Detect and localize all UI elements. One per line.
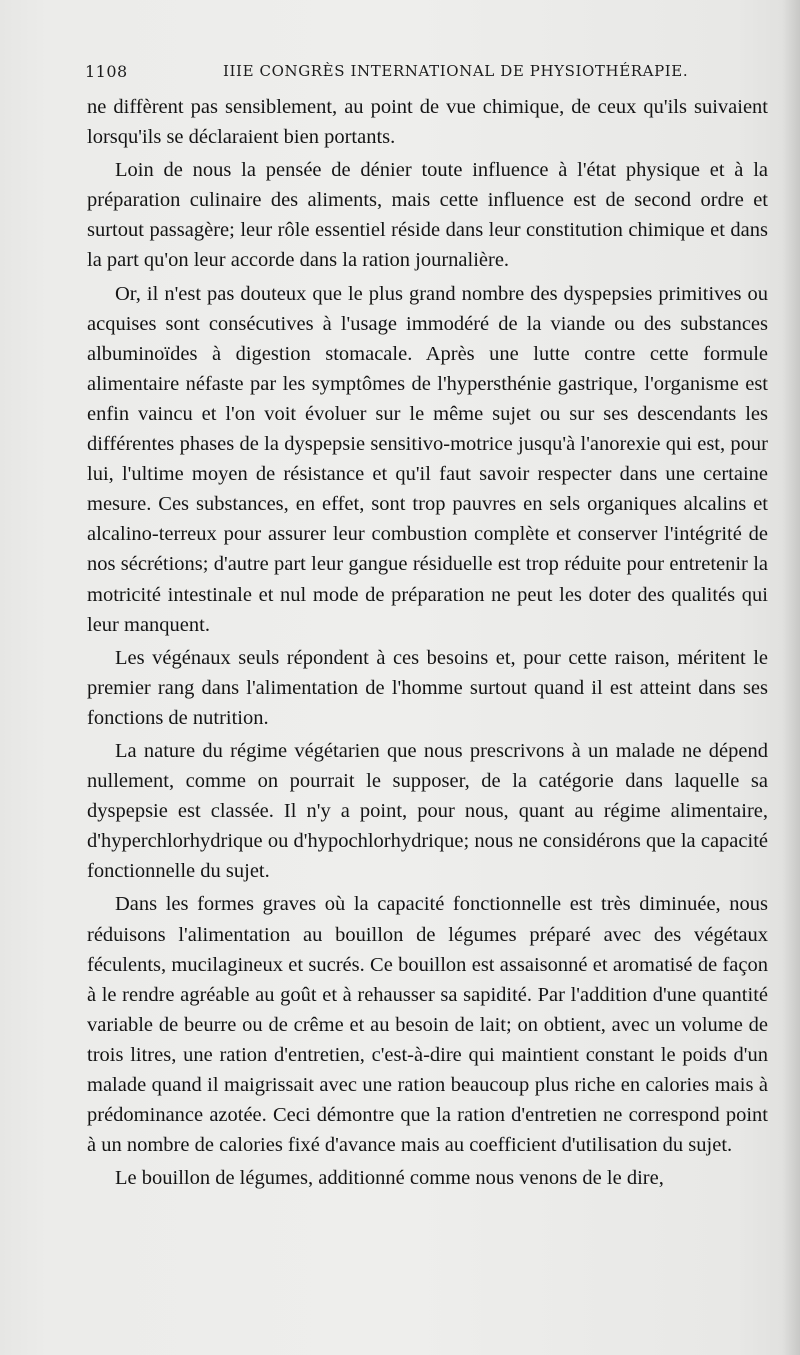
paragraph: Le bouillon de légumes, additionné comme nous venons de le dire, — [115, 1167, 664, 1190]
paragraph: Les végénaux seuls répondent à ces besoins et, pour cette raison, méritent le premier rang dans l'alimentation de l'homme surtout quand il est atteint dans ses fonctions de nutrition. — [87, 646, 768, 729]
paragraph: Loin de nous la pensée de dénier toute influence à l'état physique et à la préparation culinaire des aliments, mais cette influence est de second ordre et surtout passagère; leur rôle essentiel réside dans leur constitution chimique et dans la part qu'on leur accorde dans la ration journalière. — [87, 159, 768, 272]
running-head: IIIE CONGRÈS INTERNATIONAL DE PHYSIOTHÉRAPIE. — [223, 62, 689, 80]
paragraph-continued: ne diffèrent pas sensiblement, au point de vue chimique, de ceux qu'ils suivaient lorsqu'ils se déclaraient bien portants. — [87, 96, 768, 149]
paragraph: Dans les formes graves où la capacité fonctionnelle est très diminuée, nous réduisons l'alimentation au bouillon de légumes préparé avec des végétaux féculents, mucilagineux et sucrés. Ce bouillon est assaisonné et aromatisé de façon à le rendre agréable au goût et à rehausser sa sapidité. Par l'addition d'une quantité variable de beurre ou de crême et au besoin de lait; on obtient, avec un volume de trois litres, une ration d'entretien, c'est-à-dire qui maintient constant le poids d'un malade quand il maigrissait avec une ration beaucoup plus riche en calories mais à prédominance azotée. Ceci démontre que la ration d'entretien ne correspond point à un nombre de calories fixé d'avance mais au coefficient d'utilisation du sujet. — [87, 893, 768, 1157]
paragraph: Or, il n'est pas douteux que le plus grand nombre des dyspepsies primitives ou acquises sont consécutives à l'usage immodéré de la viande ou des substances albuminoïdes à digestion stomacale. Après une lutte contre cette formule alimentaire néfaste par les symptômes de l'hypersthénie gastrique, l'organisme est enfin vaincu et l'on voit évoluer sur le même sujet ou sur ses descendants les différentes phases de la dyspepsie sensitivo-motrice jusqu'à l'anorexie qui est, pour lui, l'ultime moyen de résistance et qu'il faut savoir respecter dans une certaine mesure. Ces substances, en effet, sont trop pauvres en sels organiques alcalins et alcalino-terreux pour assurer leur combustion complète et conserver l'intégrité de nos sécrétions; d'autre part leur gangue résiduelle est trop réduite pour entretenir la motricité intestinale et nul mode de préparation ne peut les doter des qualités qui leur manquent. — [87, 282, 768, 636]
paragraph: La nature du régime végétarien que nous prescrivons à un malade ne dépend nullement, comme on pourrait le supposer, de la catégorie dans laquelle sa dyspepsie est classée. Il n'y a point, pour nous, quant au régime alimentaire, d'hyperchlorhydrique ou d'hypochlorhydrique; nous ne considérons que la capacité fonctionnelle du sujet. — [87, 739, 768, 883]
page-header — [85, 62, 766, 86]
page-number: 1108 — [85, 62, 128, 81]
body-text — [87, 92, 768, 1196]
